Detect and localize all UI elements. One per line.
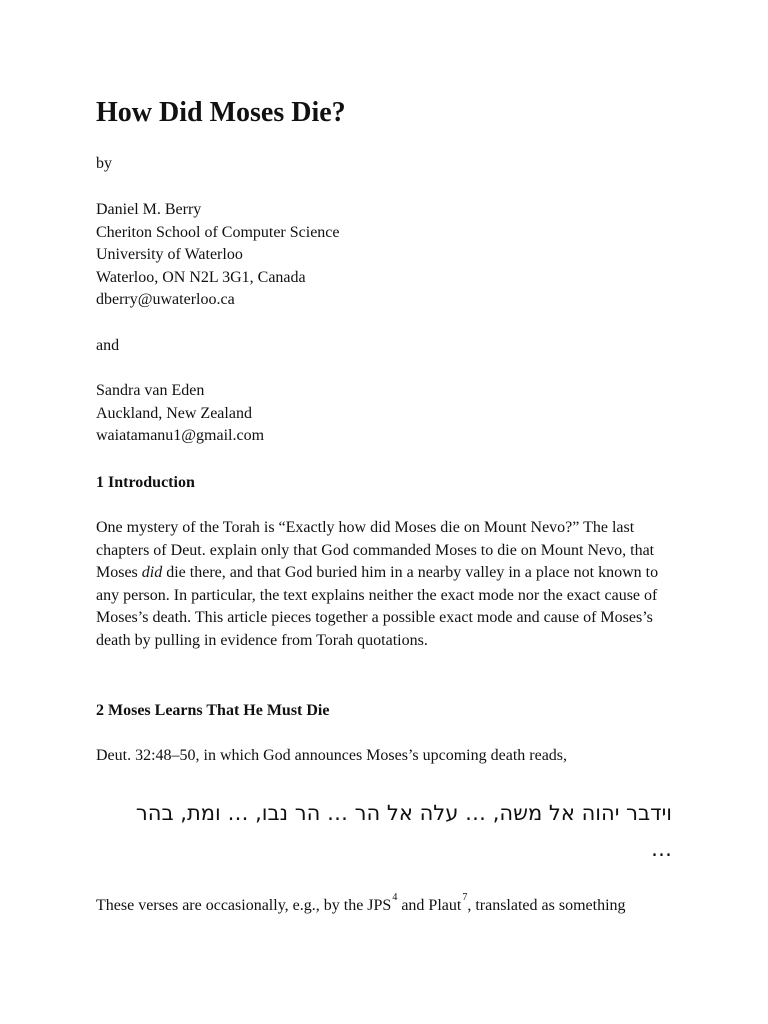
section1-heading: 1 Introduction [96, 474, 195, 491]
author2-name: Sandra van Eden [96, 382, 205, 399]
author1-university: University of Waterloo [96, 246, 243, 264]
hebrew-quote-line1: וידבר יהוה אל משה, … עלה אל הר … הר נבו, … ומת, בהר [135, 801, 672, 825]
hebrew-quote-line2: … [651, 837, 672, 861]
author1-city: Waterloo, ON N2L 3G1, Canada [96, 268, 306, 286]
section1-text-emphasis: did [141, 564, 163, 582]
author2-email: waiatamanu1@gmail.com [96, 427, 265, 445]
section2-last-b: and Plaut [397, 897, 462, 914]
section2-last-c: , translated as something [467, 897, 626, 914]
section2-last-a: These verses are occasionally, e.g., by the JPS [96, 897, 392, 914]
section1-paragraph [96, 517, 672, 653]
author1-dept: Cheriton School of Computer Science [96, 223, 340, 241]
and-separator: and [96, 337, 120, 354]
byline: by [96, 155, 112, 172]
section1-text-b: die there, and that God buried him in a nearby valley in a place not known to any person. In particular, the text explains neither the exact mode nor the exact cause of Moses’s death. This article pieces together a possible exact mode and cause of Moses’s death by pulling in evidence from Torah quotations. [96, 564, 659, 649]
section2-heading: 2 Moses Learns That He Must Die [96, 702, 330, 719]
author2-city: Auckland, New Zealand [96, 404, 252, 422]
section2-intro: Deut. 32:48–50, in which God announces Moses’s upcoming death reads, [96, 747, 568, 764]
document-title: How Did Moses Die? [96, 97, 346, 128]
section1-text-a: One mystery of the Torah is “Exactly how did Moses die on Mount Nevo?” The last chapters of Deut. explain only that God commanded Moses to die on Mount Nevo, that Moses [96, 519, 655, 582]
author1-name: Daniel M. Berry [96, 201, 202, 218]
hebrew-quote [96, 795, 672, 867]
footnote-ref-7[interactable]: 7 [462, 892, 468, 903]
footnote-ref-4[interactable]: 4 [392, 892, 398, 903]
author1-email: dberry@uwaterloo.ca [96, 291, 235, 309]
section2-paragraph [96, 892, 626, 918]
